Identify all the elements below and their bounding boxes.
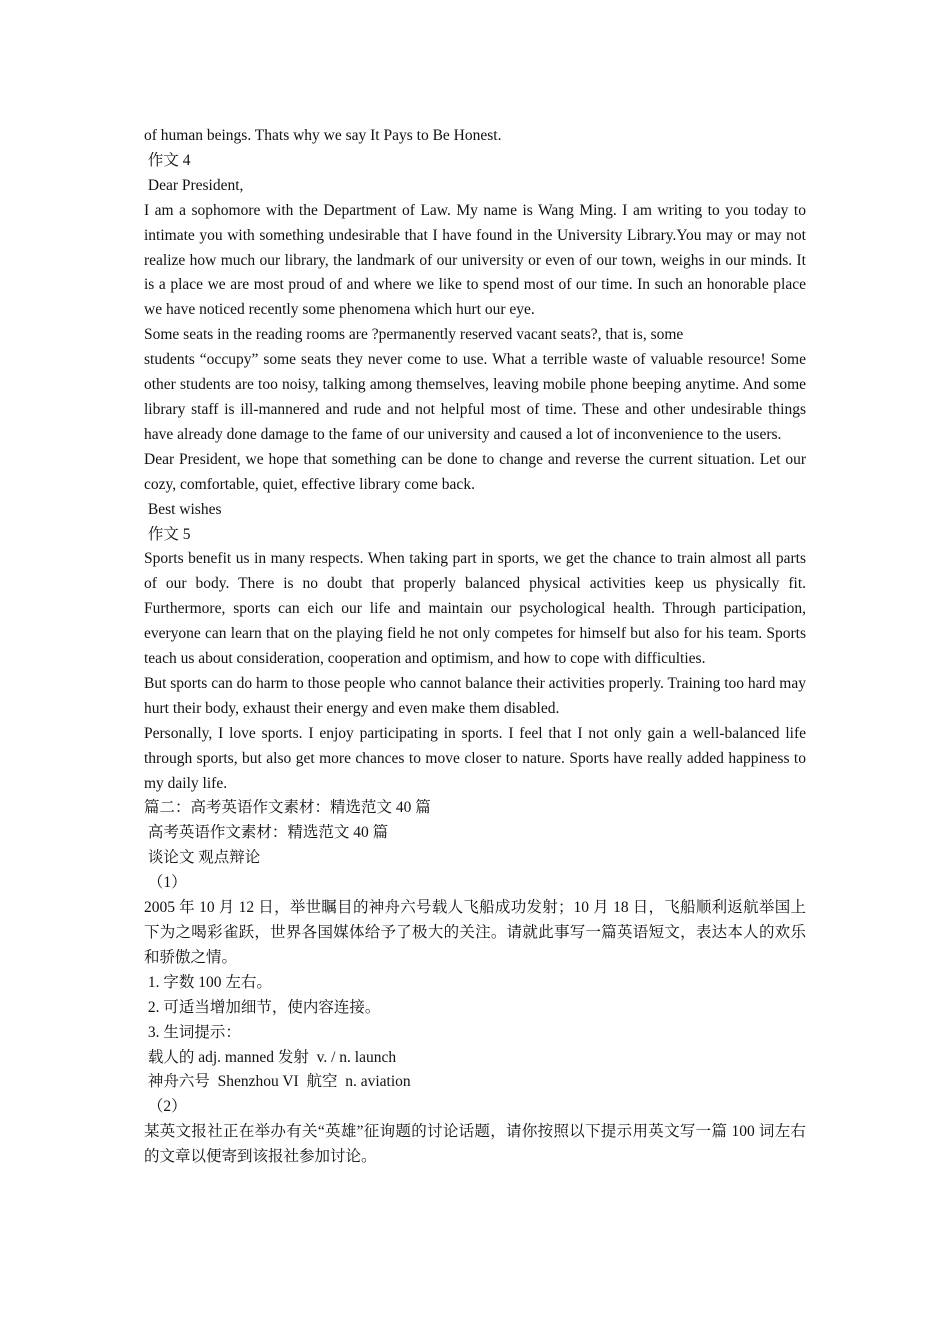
item-number: （1）	[144, 874, 187, 892]
text-line: Some seats in the reading rooms are ?permanently reserved vacant seats?, that is, some	[144, 326, 684, 344]
paragraph: But sports can do harm to those people who cannot balance their activities properly. Training too hard may hurt their body, exhaust their energy and even make them disabled.	[144, 674, 806, 717]
letter-salutation: Dear President,	[144, 176, 244, 194]
paragraph: I am a sophomore with the Department of Law. My name is Wang Ming. I am writing to you today to intimate you with something undesirable that I have found in the University Library.You may or may not realize how much our library, the landmark of our university or even of our town, weighs in our minds. It is a place we are most proud of and where we like to spend most of our time. In such an honorable place we have noticed recently some phenomena which hurt our eye.	[144, 201, 806, 319]
paragraph: 某英文报社正在举办有关“英雄”征询题的讨论话题，请你按照以下提示用英文写一篇 100 词左右的文章以便寄到该报社参加讨论。	[144, 1123, 806, 1166]
list-item: 3. 生词提示：	[144, 1023, 241, 1041]
item-number: （2）	[144, 1098, 187, 1116]
section-heading: 作文 5	[144, 525, 191, 543]
paragraph: Sports benefit us in many respects. When taking part in sports, we get the chance to train almost all parts of our body. There is no doubt that properly balanced physical activities keep us physically fit. Furthermore, sports can eich our life and maintain our psychological health. Through participation, everyone can learn that on the playing field he not only competes for himself but also for his team. Sports teach us about consideration, cooperation and optimism, and how to cope with difficulties.	[144, 550, 806, 668]
section-heading: 谈论文 观点辩论	[144, 849, 261, 867]
paragraph: 2005 年 10 月 12 日，举世瞩目的神舟六号载人飞船成功发射；10 月 18 日，飞船顺利返航举国上下为之喝彩雀跃，世界各国媒体给予了极大的关注。请就此事写一篇英语短文，表达本人的欢乐和骄傲之情。	[144, 899, 806, 966]
chapter-heading: 篇二：高考英语作文素材：精选范文 40 篇	[144, 799, 431, 817]
letter-closing: Best wishes	[144, 500, 222, 518]
paragraph: students “occupy” some seats they never come to use. What a terrible waste of valuable resource! Some other students are too noisy, talking among themselves, leaving mobile phone beeping anytime. And some library staff is ill-mannered and rude and not helpful most of time. These and other undesirable things have already done damage to the fame of our university and caused a lot of inconvenience to the users.	[144, 351, 806, 443]
text-line: of human beings. Thats why we say It Pays to Be Honest.	[144, 127, 502, 144]
vocabulary-line: 载人的 adj. manned 发射 v. / n. launch	[144, 1048, 397, 1066]
paragraph: Dear President, we hope that something can be done to change and reverse the current situation. Let our cozy, comfortable, quiet, effective library come back.	[144, 450, 806, 493]
section-heading: 作文 4	[144, 151, 191, 169]
list-item: 1. 字数 100 左右。	[144, 973, 272, 991]
document-body	[144, 124, 806, 1170]
section-heading: 高考英语作文素材：精选范文 40 篇	[144, 824, 389, 842]
vocabulary-line: 神舟六号 Shenzhou VI 航空 n. aviation	[144, 1073, 411, 1091]
list-item: 2. 可适当增加细节，使内容连接。	[144, 998, 381, 1016]
paragraph: Personally, I love sports. I enjoy participating in sports. I feel that I not only gain a well-balanced life through sports, but also get more chances to move closer to nature. Sports have really added happiness to my daily life.	[144, 724, 806, 792]
